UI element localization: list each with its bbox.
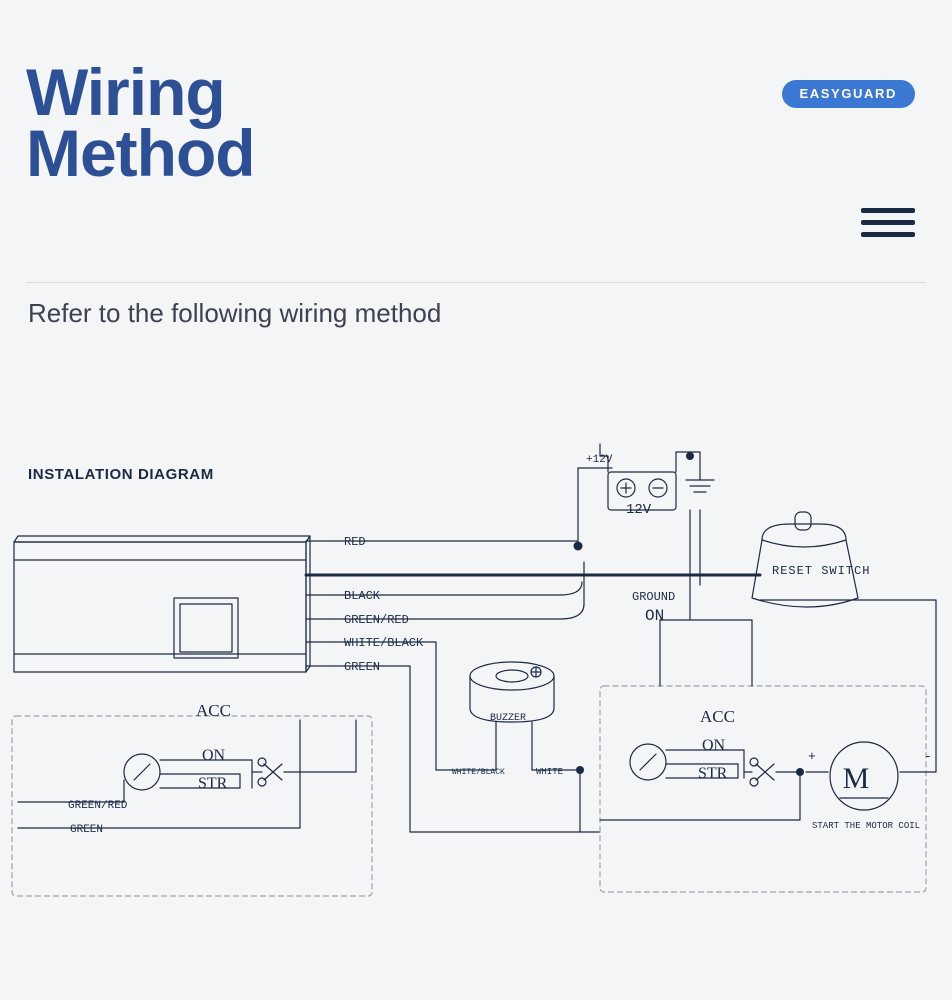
- control-module: [14, 536, 310, 672]
- label-battery: 12V: [626, 502, 652, 518]
- label-left-str: STR: [198, 775, 228, 792]
- reset-switch: [752, 512, 858, 607]
- label-motor-minus: -: [924, 749, 932, 764]
- label-white-black-node: WHITE/BLACK: [452, 768, 505, 777]
- hamburger-bar: [861, 220, 915, 225]
- hamburger-bar: [861, 208, 915, 213]
- page-title-line1: Wiring: [26, 55, 225, 129]
- green-wire-path: [330, 666, 600, 832]
- left-ignition-block: [12, 716, 372, 896]
- label-ground: GROUND: [632, 590, 676, 604]
- label-right-acc: ACC: [700, 707, 735, 726]
- label-wire-white-black: WHITE/BLACK: [344, 636, 424, 650]
- label-left-green: GREEN: [70, 824, 104, 836]
- label-motor-symbol: M: [842, 762, 870, 795]
- label-wire-green-red: GREEN/RED: [344, 613, 409, 627]
- label-reset-switch: RESET SWITCH: [772, 564, 871, 578]
- label-right-on: ON: [702, 737, 726, 754]
- red-wire-path: [330, 468, 612, 551]
- label-motor-plus: +: [808, 749, 816, 764]
- label-motor-caption: START THE MOTOR COIL: [812, 821, 921, 831]
- label-white-node: WHITE: [536, 767, 564, 777]
- label-buzzer: BUZZER: [490, 713, 527, 724]
- label-wire-red: RED: [344, 535, 366, 549]
- page-title-line2: Method: [26, 115, 255, 190]
- page-title: [26, 55, 255, 190]
- page-subtitle: Refer to the following wiring method: [28, 298, 442, 328]
- right-ignition-switch: [264, 744, 804, 820]
- header-divider: [26, 282, 926, 283]
- label-battery-top: +12V: [586, 454, 613, 466]
- label-wire-black: BLACK: [344, 589, 381, 603]
- right-ignition-block: [600, 686, 926, 892]
- hamburger-bar: [861, 232, 915, 237]
- label-left-acc: ACC: [196, 701, 231, 720]
- label-wire-green: GREEN: [344, 660, 381, 674]
- label-left-green-red: GREEN/RED: [68, 800, 128, 812]
- label-left-on: ON: [202, 747, 226, 764]
- brand-badge: EASYGUARD: [782, 80, 915, 108]
- hamburger-menu-icon[interactable]: [861, 208, 915, 244]
- label-on-main: ON: [645, 607, 665, 625]
- installation-diagram: [0, 420, 952, 940]
- label-right-str: STR: [698, 765, 728, 782]
- buzzer: [436, 662, 584, 832]
- diagram-heading: INSTALATION DIAGRAM: [28, 466, 214, 483]
- battery: [600, 444, 714, 510]
